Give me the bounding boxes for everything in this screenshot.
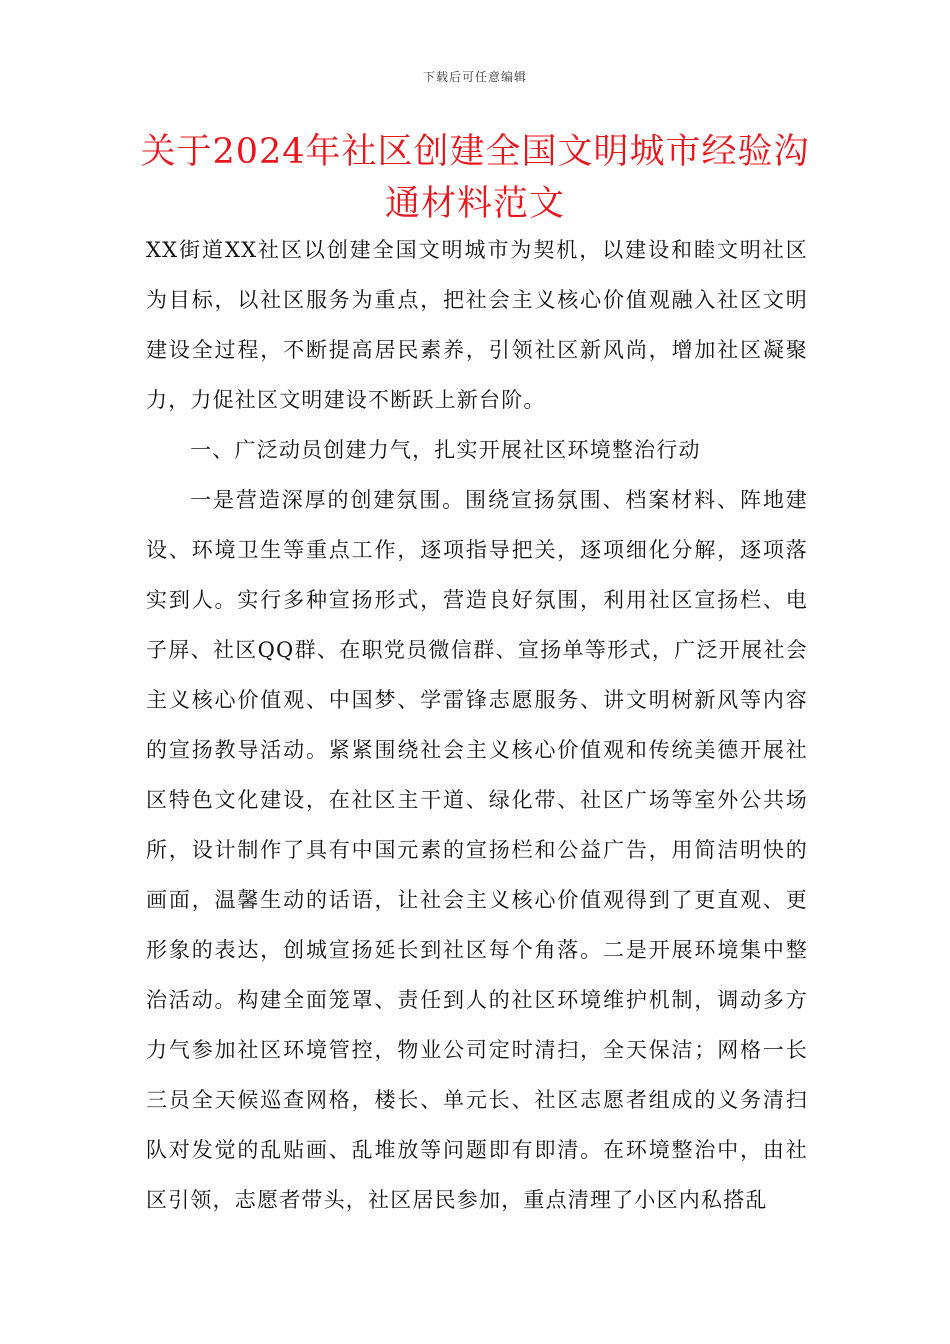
body-paragraph-intro: XX街道XX社区以创建全国文明城市为契机，以建设和睦文明社区为目标，以社区服务为重点，把社会主义核心价值观融入社区文明建设全过程，不断提高居民素养，引领社区新风尚，增加社区凝聚力，力促社区文明建设不断跃上新台阶。 — [146, 238, 808, 412]
section-heading-1: 一、广泛动员创建力气，扎实开展社区环境整治行动 — [190, 438, 701, 462]
body-paragraph-1: 一是营造深厚的创建氛围。围绕宣扬氛围、档案材料、阵地建设、环境卫生等重点工作，逐项指导把关，逐项细化分解，逐项落实到人。实行多种宣扬形式，营造良好氛围，利用社区宣扬栏、电子屏、社区QQ群、在职党员微信群、宣扬单等形式，广泛开展社会主义核心价值观、中国梦、学雷锋志愿服务、讲文明树新风等内容的宣扬教导活动。紧紧围绕社会主义核心价值观和传统美德开展社区特色文化建设，在社区主干道、绿化带、社区广场等室外公共场所，设计制作了具有中国元素的宣扬栏和公益广告，用简洁明快的画面，温馨生动的话语，让社会主义核心价值观得到了更直观、更形象的表达，创城宣扬延长到社区每个角落。二是开展环境集中整治活动。构建全面笼罩、责任到人的社区环境维护机制，调动多方力气参加社区环境管控，物业公司定时清扫，全天保洁；网格一长三员全天候巡查网格，楼长、单元长、社区志愿者组成的义务清扫队对发觉的乱贴画、乱堆放等问题即有即清。在环境整治中，由社区引领，志愿者带头，社区居民参加，重点清理了小区内私搭乱 — [146, 488, 808, 1212]
document-body — [146, 225, 808, 1225]
header-note: 下载后可任意编辑 — [422, 70, 527, 84]
document-title: 关于2024年社区创建全国文明城市经验沟通材料范文 — [140, 132, 810, 224]
